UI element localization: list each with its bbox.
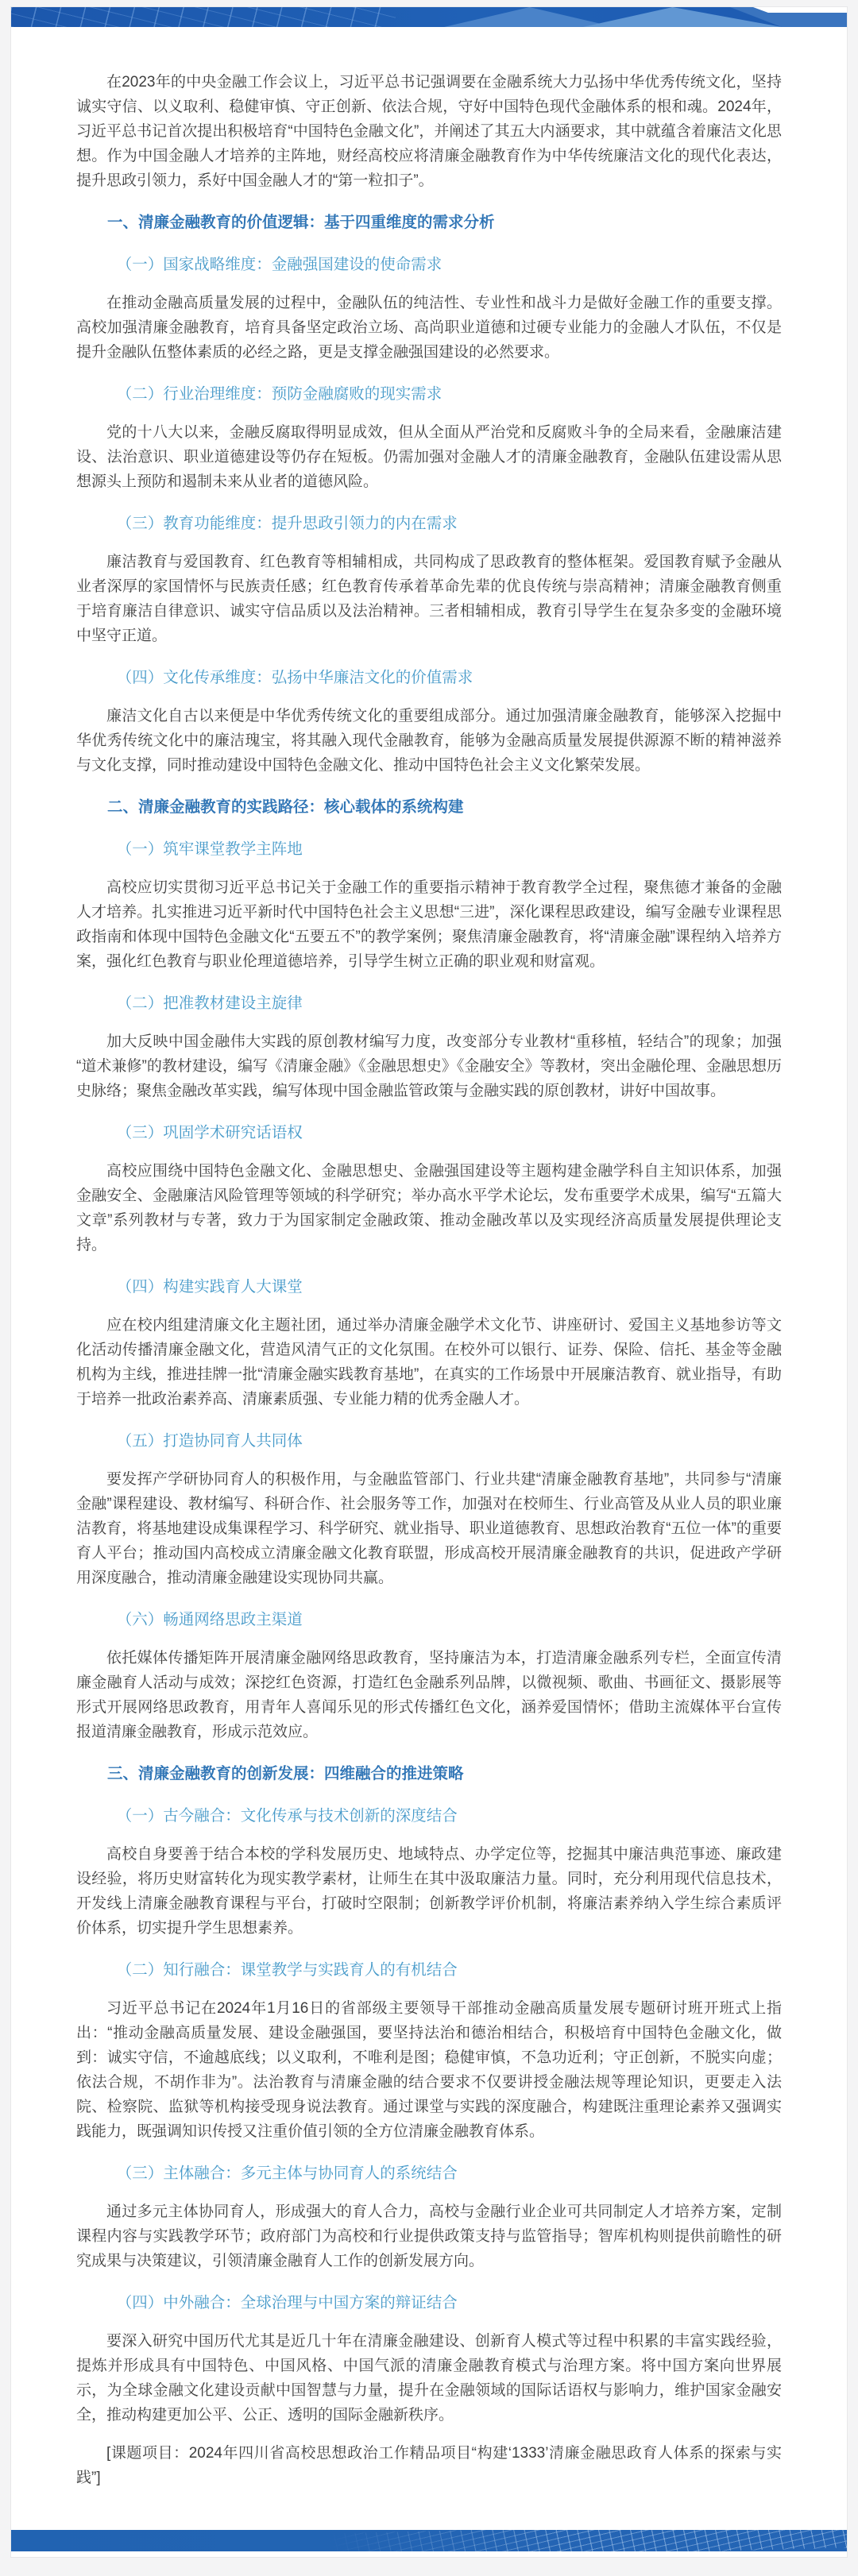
body-paragraph: 要深入研究中国历代尤其是近几十年在清廉金融建设、创新育人模式等过程中积累的丰富实践经验，提炼并形成具有中国特色、中国风格、中国气派的清廉金融教育模式与治理方案。将中国方案向世界展示，为全球金融文化建设贡献中国智慧与力量，提升在金融领域的国际话语权与影响力，维护国家金融安全，推动构建更加公平、公正、透明的国际金融新秩序。: [76, 2333, 782, 2423]
section-3-heading: 三、清廉金融教育的创新发展：四维融合的推进策略: [107, 1765, 464, 1782]
section-3-sub-2-heading: （二）知行融合：课堂教学与实践育人的有机结合: [116, 1961, 458, 1979]
section-1-sub-2-heading: （二）行业治理维度：预防金融腐败的现实需求: [116, 385, 443, 403]
project-note-paragraph: [课题项目：2024年四川省高校思想政治工作精品项目“构建‘1333’清廉金融思政育人体系的探索与实践”]: [76, 2445, 782, 2486]
body-paragraph: 党的十八大以来，金融反腐取得明显成效，但从全面从严治党和反腐败斗争的全局来看，金融廉洁建设、法治意识、职业道德建设等仍存在短板。仍需加强对金融人才的清廉金融教育，金融队伍建设需从思想源头上预防和遏制未来从业者的道德风险。: [76, 424, 782, 490]
body-paragraph: 高校应切实贯彻习近平总书记关于金融工作的重要指示精神于教育教学全过程，聚焦德才兼备的金融人才培养。扎实推进习近平新时代中国特色社会主义思想“三进”，深化课程思政建设，编写金融专业课程思政指南和体现中国特色金融文化“五要五不”的教学案例；聚焦清廉金融教育，将“清廉金融”课程纳入培养方案，强化红色教育与职业伦理道德培养，引导学生树立正确的职业观和财富观。: [76, 879, 782, 970]
section-3-sub-4-heading: （四）中外融合：全球治理与中国方案的辩证结合: [116, 2294, 458, 2311]
bottom-banner: [11, 2530, 847, 2551]
banner-grid-pattern-decoration: [11, 7, 396, 27]
body-paragraph: 通过多元主体协同育人，形成强大的育人合力，高校与金融行业企业可共同制定人才培养方案，定制课程内容与实践教学环节；政府部门为高校和行业提供政策支持与监管指导；智库机构则提供前瞻性的研究成果与决策建议，引领清廉金融育人工作的创新发展方向。: [76, 2203, 782, 2269]
section-1-sub-4-heading: （四）文化传承维度：弘扬中华廉洁文化的价值需求: [116, 669, 473, 686]
banner-mesh-pattern-decoration: [329, 2530, 847, 2551]
body-paragraph: 高校应围绕中国特色金融文化、金融思想史、金融强国建设等主题构建金融学科自主知识体系，加强金融安全、金融廉洁风险管理等领域的科学研究；举办高水平学术论坛，发布重要学术成果，编写“五篇大文章”系列教材与专著，致力于为国家制定金融政策、推动金融改革以及实现经济高质量发展提供理论支持。: [76, 1163, 782, 1253]
section-3-sub-3-heading: （三）主体融合：多元主体与协同育人的系统结合: [116, 2165, 458, 2182]
article-body: [11, 27, 847, 2558]
body-paragraph: 习近平总书记在2024年1月16日的省部级主要领导干部推动金融高质量发展专题研讨班开班式上指出：“推动金融高质量发展、建设金融强国，要坚持法治和德治相结合，积极培育中国特色金融文化，做到：诚实守信，不逾越底线；以义取利，不唯利是图；稳健审慎，不急功近利；守正创新，不脱实向虚；依法合规，不胡作非为”。法治教育与清廉金融的结合要求不仅要讲授金融法规等理论知识，更要走入法院、检察院、监狱等机构接受现身说法教育。通过课堂与实践的深度融合，构建既注重理论素养又强调实践能力，既强调知识传授又注重价值引领的全方位清廉金融教育体系。: [76, 2000, 782, 2140]
section-2-sub-2-heading: （二）把准教材建设主旋律: [116, 994, 303, 1012]
section-2-sub-1-heading: （一）筑牢课堂教学主阵地: [116, 840, 303, 858]
section-1-sub-3-heading: （三）教育功能维度：提升思政引领力的内在需求: [116, 515, 458, 532]
top-banner: [11, 7, 847, 27]
body-paragraph: 在推动金融高质量发展的过程中，金融队伍的纯洁性、专业性和战斗力是做好金融工作的重要支撑。高校加强清廉金融教育，培育具备坚定政治立场、高尚职业道德和过硬专业能力的金融人才队伍，不仅是提升金融队伍整体素质的必经之路，更是支撑金融强国建设的必然要求。: [76, 295, 782, 361]
intro-paragraph: 在2023年的中央金融工作会议上，习近平总书记强调要在金融系统大力弘扬中华优秀传统文化，坚持诚实守信、以义取利、稳健审慎、守正创新、依法合规，守好中国特色现代金融体系的根和魂。2024年，习近平总书记首次提出积极培育“中国特色金融文化”，并阐述了其五大内涵要求，其中就蕴含着廉洁文化思想。作为中国金融人才培养的主阵地，财经高校应将清廉金融教育作为中华传统廉洁文化的现代化表达，提升思政引领力，系好中国金融人才的“第一粒扣子”。: [76, 74, 782, 189]
section-2-sub-4-heading: （四）构建实践育人大课堂: [116, 1278, 303, 1296]
body-paragraph: 应在校内组建清廉文化主题社团，通过举办清廉金融学术文化节、讲座研讨、爱国主义基地参访等文化活动传播清廉金融文化，营造风清气正的文化氛围。在校外可以银行、证券、保险、信托、基金等金融机构为主线，推进挂牌一批“清廉金融实践教育基地”，在真实的工作场景中开展廉洁教育、就业指导，有助于培养一批政治素养高、清廉素质强、专业能力精的优秀金融人才。: [76, 1317, 782, 1408]
section-2-sub-5-heading: （五）打造协同育人共同体: [116, 1432, 303, 1450]
article-page-card: [10, 6, 848, 2558]
body-paragraph: 廉洁文化自古以来便是中华优秀传统文化的重要组成部分。通过加强清廉金融教育，能够深入挖掘中华优秀传统文化中的廉洁瑰宝，将其融入现代金融教育，能够为金融高质量发展提供源源不断的精神滋养与文化支撑，同时推动建设中国特色金融文化、推动中国特色社会主义文化繁荣发展。: [76, 708, 782, 774]
section-1-heading: 一、清廉金融教育的价值逻辑：基于四重维度的需求分析: [107, 214, 495, 231]
banner-notch-decoration: [753, 7, 847, 13]
body-paragraph: 要发挥产学研协同育人的积极作用，与金融监管部门、行业共建“清廉金融教育基地”，共同参与“清廉金融”课程建设、教材编写、科研合作、社会服务等工作，加强对在校师生、行业高管及从业人员的职业廉洁教育，将基地建设成集课程学习、科学研究、就业指导、职业道德教育、思想政治教育“五位一体”的重要育人平台；推动国内高校成立清廉金融文化教育联盟，形成高校开展清廉金融教育的共识，促进政产学研用深度融合，推动清廉金融建设实现协同共赢。: [76, 1471, 782, 1586]
body-paragraph: 高校自身要善于结合本校的学科发展历史、地域特点、办学定位等，挖掘其中廉洁典范事迹、廉政建设经验，将历史财富转化为现实教学素材，让师生在其中汲取廉洁力量。同时，充分利用现代信息技术，开发线上清廉金融教育课程与平台，打破时空限制；创新教学评价机制，将廉洁素养纳入学生综合素质评价体系，切实提升学生思想素养。: [76, 1846, 782, 1937]
section-2-sub-6-heading: （六）畅通网络思政主渠道: [116, 1611, 303, 1628]
banner-triangle-decoration: [444, 7, 615, 27]
body-paragraph: 依托媒体传播矩阵开展清廉金融网络思政教育，坚持廉洁为本，打造清廉金融系列专栏，全面宣传清廉金融育人活动与成效；深挖红色资源，打造红色金融系列品牌，以微视频、歌曲、书画征文、摄影展等形式开展网络思政教育，用青年人喜闻乐见的形式传播红色文化，涵养爱国情怀；借助主流媒体平台宣传报道清廉金融教育，形成示范效应。: [76, 1650, 782, 1740]
section-2-heading: 二、清廉金融教育的实践路径：核心载体的系统构建: [107, 798, 464, 816]
section-2-sub-3-heading: （三）巩固学术研究话语权: [116, 1124, 303, 1141]
body-paragraph: 加大反映中国金融伟大实践的原创教材编写力度，改变部分专业教材“重移植，轻结合”的现象；加强“道术兼修”的教材建设，编写《清廉金融》《金融思想史》《金融安全》等教材，突出金融伦理、金融思想历史脉络；聚焦金融改革实践，编写体现中国金融监管政策与金融实践的原创教材，讲好中国故事。: [76, 1033, 782, 1099]
body-paragraph: 廉洁教育与爱国教育、红色教育等相辅相成，共同构成了思政教育的整体框架。爱国教育赋予金融从业者深厚的家国情怀与民族责任感；红色教育传承着革命先辈的优良传统与崇高精神；清廉金融教育侧重于培育廉洁自律意识、诚实守信品质以及法治精神。三者相辅相成，教育引导学生在复杂多变的金融环境中坚守正道。: [76, 554, 782, 644]
section-1-sub-1-heading: （一）国家战略维度：金融强国建设的使命需求: [116, 256, 443, 273]
section-3-sub-1-heading: （一）古今融合：文化传承与技术创新的深度结合: [116, 1807, 458, 1825]
